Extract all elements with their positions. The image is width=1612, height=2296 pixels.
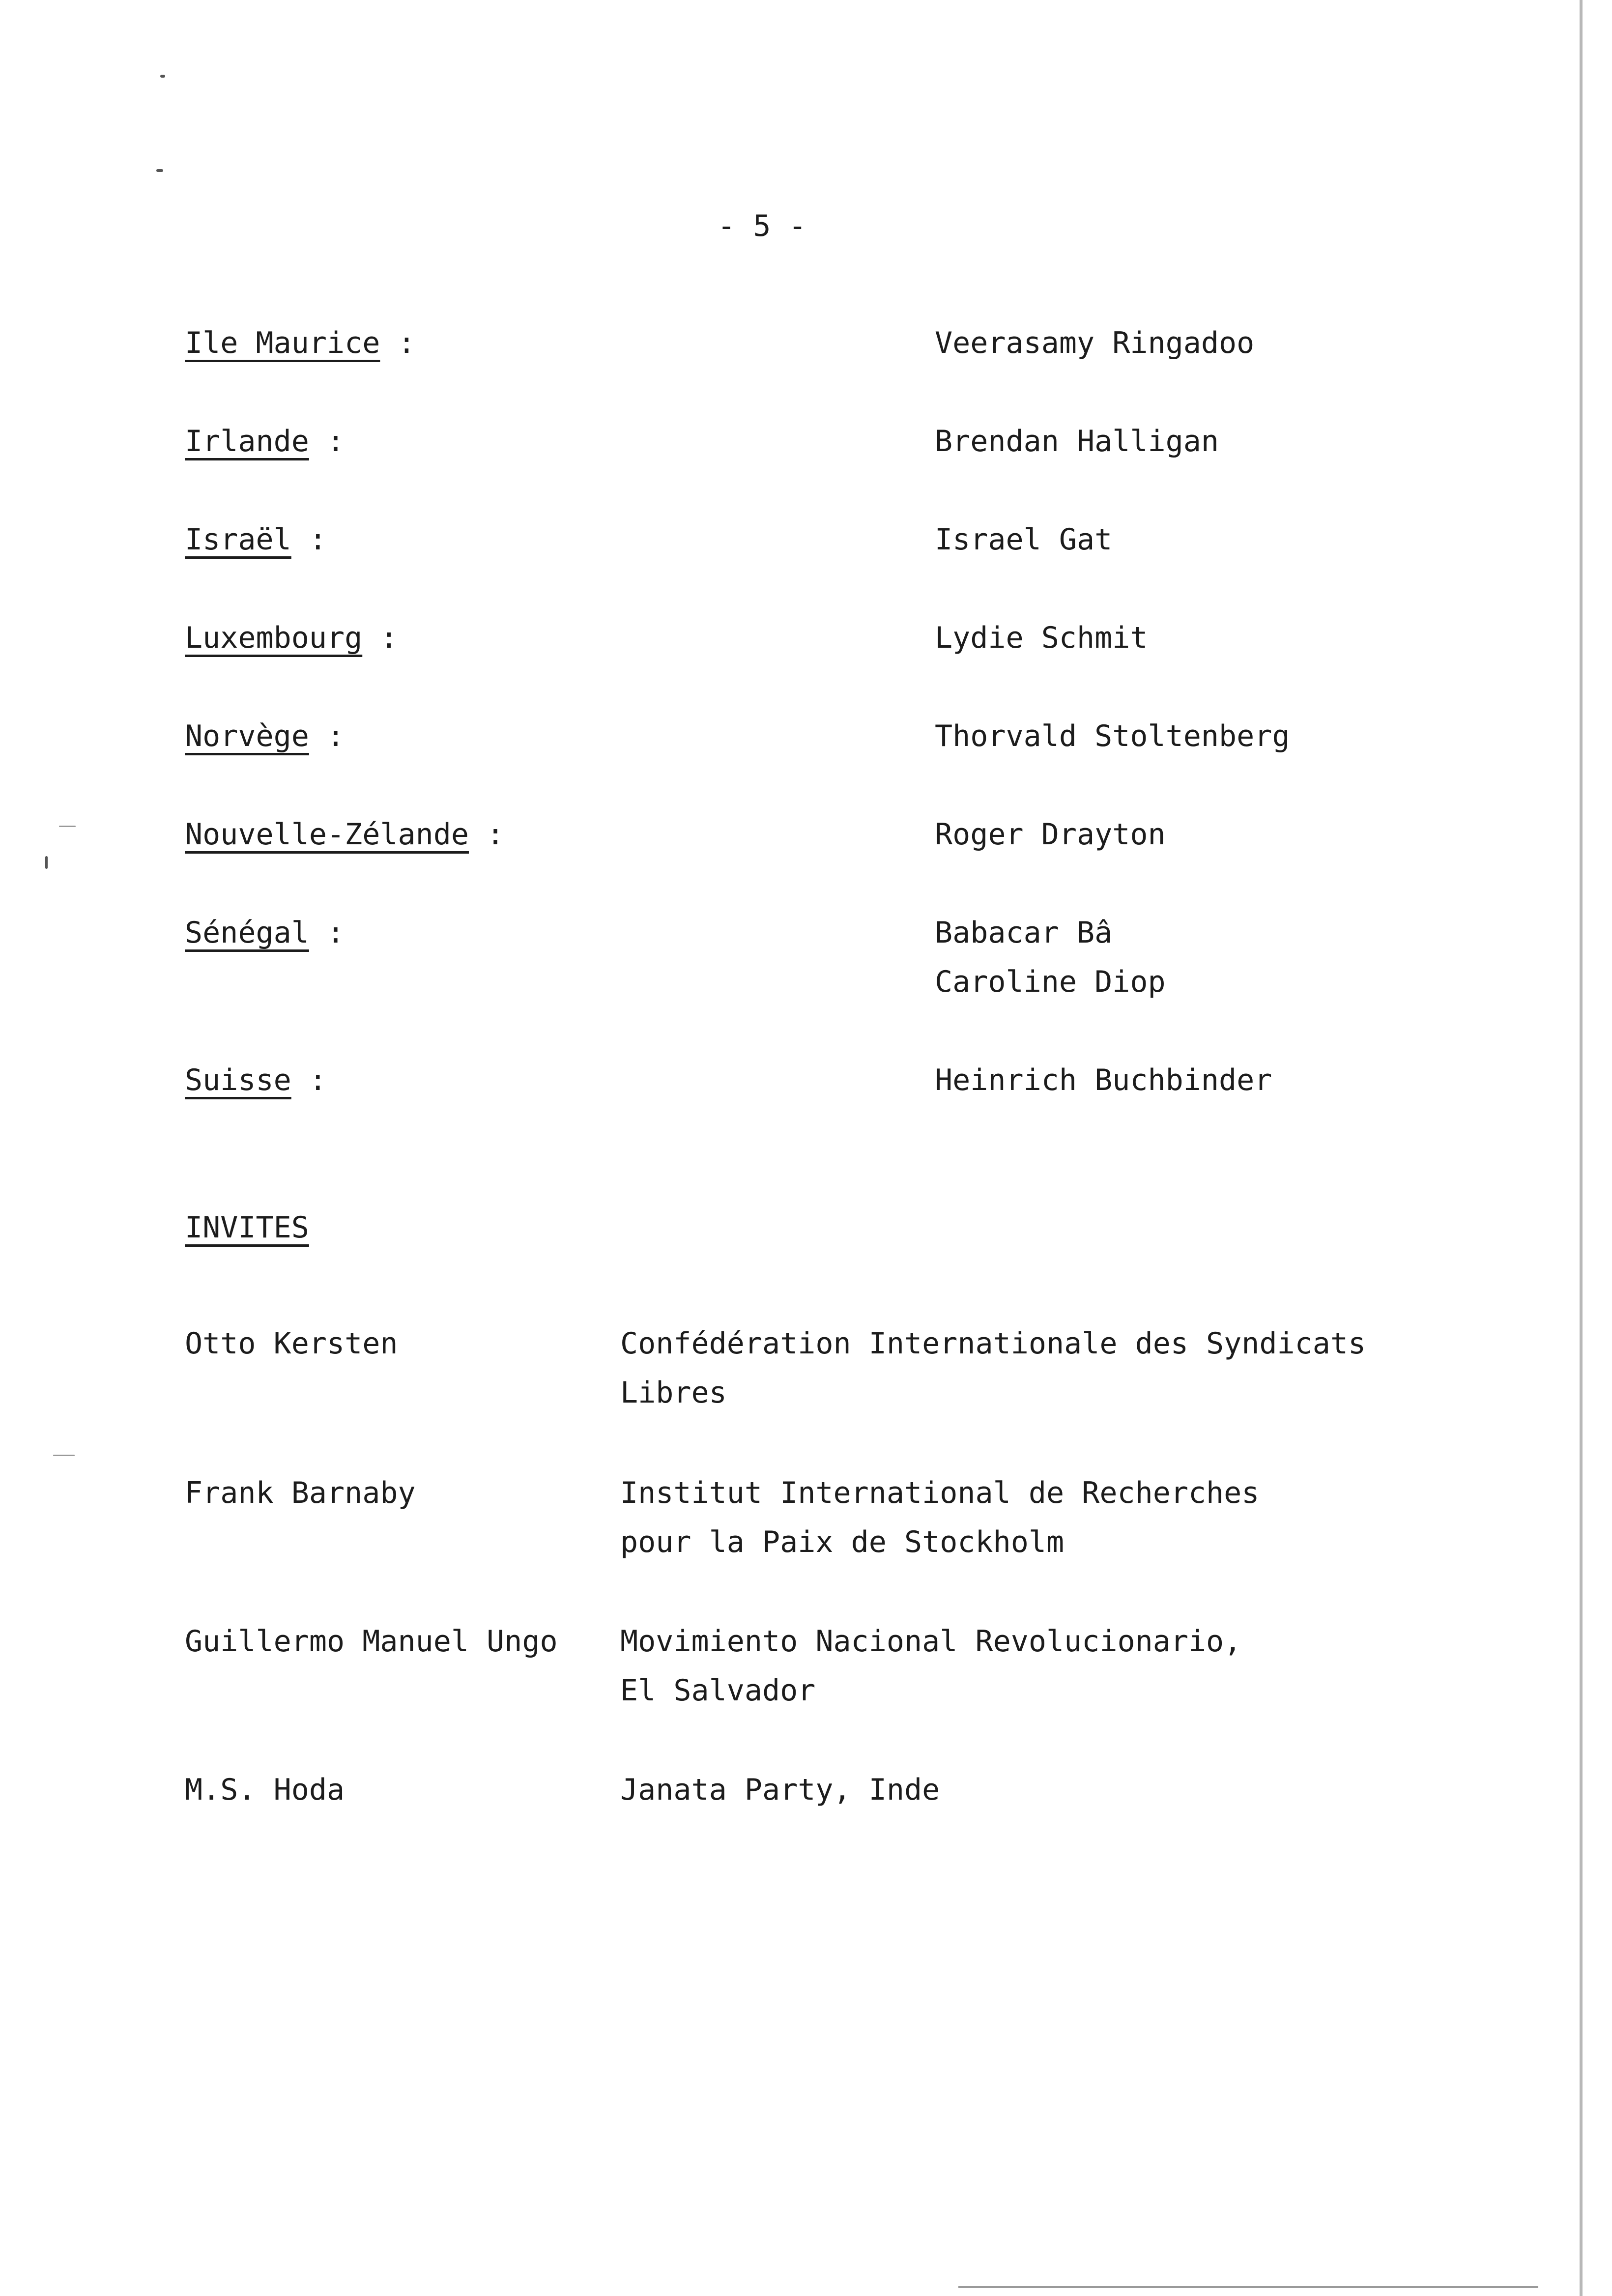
delegate-name: Thorvald Stoltenberg [935, 719, 1290, 753]
delegate-name: Veerasamy Ringadoo [935, 326, 1255, 360]
scan-speck [53, 1455, 75, 1456]
invite-organization: Libres [620, 1376, 727, 1410]
invite-organization: Confédération Internationale des Syndicats [620, 1326, 1366, 1361]
scan-speck [160, 75, 165, 78]
country-name: Nouvelle-Zélande [185, 817, 469, 852]
invite-organization: Janata Party, Inde [620, 1773, 940, 1807]
delegate-name: Babacar Bâ [935, 916, 1113, 950]
country-row-nouvelle-zelande [185, 810, 504, 859]
country-separator: : [309, 522, 327, 557]
country-name: Irlande [185, 424, 309, 459]
delegate-name: Roger Drayton [935, 817, 1166, 852]
country-separator: : [398, 326, 416, 360]
scan-page-edge [1580, 0, 1583, 2296]
invite-organization: El Salvador [620, 1673, 816, 1708]
scan-speck [45, 856, 48, 869]
scan-bottom-rule [958, 2286, 1538, 2288]
country-row-luxembourg [185, 613, 398, 662]
country-row-suisse [185, 1056, 327, 1105]
country-separator: : [309, 1063, 327, 1097]
country-name: Norvège [185, 719, 309, 753]
country-row-ile-maurice [185, 318, 415, 368]
country-separator: : [326, 424, 345, 459]
delegate-name: Caroline Diop [935, 965, 1166, 999]
invite-organization: Institut International de Recherches [620, 1476, 1260, 1510]
country-row-israel [185, 515, 327, 564]
delegate-name: Brendan Halligan [935, 424, 1219, 459]
invite-person: Guillermo Manuel Ungo [185, 1624, 558, 1659]
country-row-irlande [185, 417, 345, 466]
delegate-name: Heinrich Buchbinder [935, 1063, 1272, 1097]
delegate-name: Israel Gat [935, 522, 1113, 557]
invite-organization: pour la Paix de Stockholm [620, 1525, 1065, 1559]
invite-person: Otto Kersten [185, 1326, 398, 1361]
country-name: Ile Maurice [185, 326, 380, 360]
country-row-norvege [185, 712, 345, 761]
country-name: Israël [185, 522, 291, 557]
country-row-senegal [185, 908, 345, 957]
country-name: Sénégal [185, 916, 309, 950]
invites-heading: INVITES [185, 1210, 309, 1245]
page-number: - 5 - [718, 209, 806, 243]
country-separator: : [486, 817, 505, 852]
invite-organization: Movimiento Nacional Revolucionario, [620, 1624, 1242, 1659]
invite-person: M.S. Hoda [185, 1773, 345, 1807]
scan-speck [59, 826, 76, 827]
country-separator: : [326, 719, 345, 753]
delegate-name: Lydie Schmit [935, 621, 1148, 655]
invite-person: Frank Barnaby [185, 1476, 416, 1510]
country-separator: : [380, 621, 398, 655]
country-separator: : [326, 916, 345, 950]
country-name: Luxembourg [185, 621, 363, 655]
country-name: Suisse [185, 1063, 291, 1097]
scan-speck [156, 169, 163, 172]
